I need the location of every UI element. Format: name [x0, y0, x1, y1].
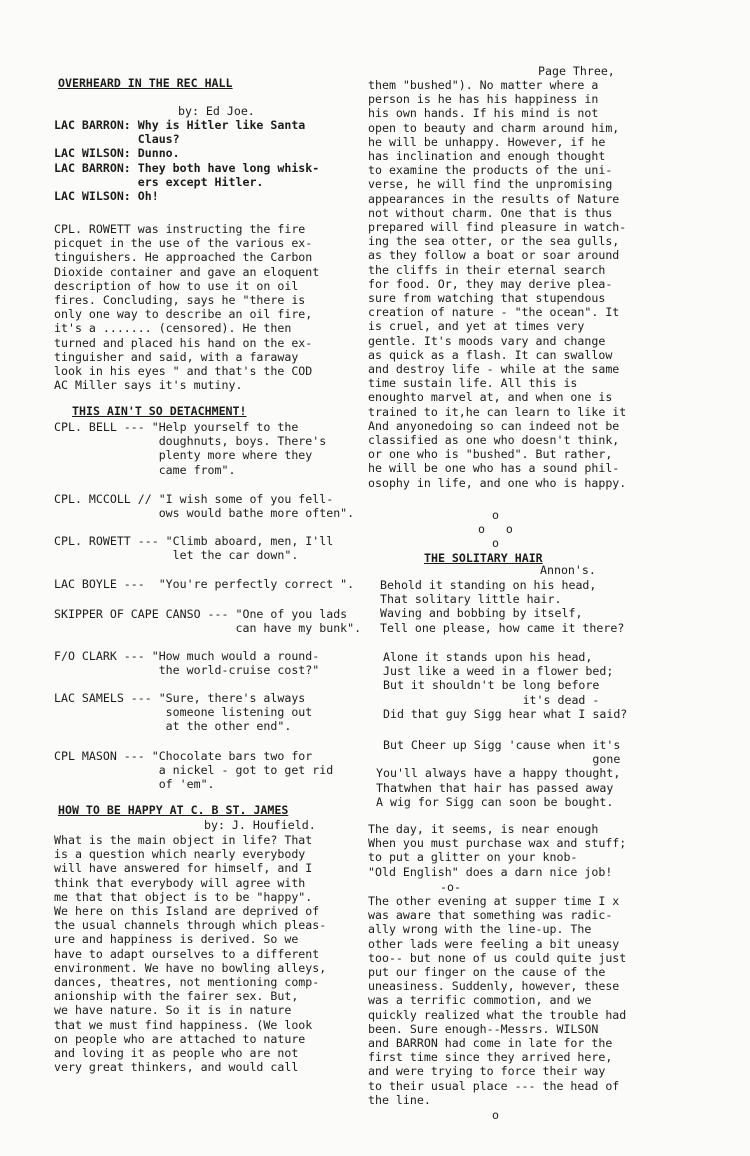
overheard-title: OVERHEARD IN THE REC HALL	[58, 76, 233, 90]
hair-stanza-4: The day, it seems, is near enough When you must purchase wax and stuff; to put a glitter on your knob- "Old English" does a darn nice job!	[368, 822, 627, 879]
overheard-byline: by: Ed Joe.	[178, 104, 255, 118]
overheard-dialogue: LAC BARRON: Why is Hitler like Santa Claus? LAC WILSON: Dunno. LAC BARRON: They both have long whisk- ers except Hitler. LAC WILSON: Oh!	[54, 118, 320, 204]
quote-skipper: SKIPPER OF CAPE CANSO --- "One of you lads can have my bunk".	[54, 607, 362, 636]
fire-picquet-story: CPL. ROWETT was instructing the fire picquet in the use of the various ex- tinguishers. He approached the Carbon Dioxide container and gave an eloquent description of how to use it on oil fires. Concluding, says he "there is only one way to describe an oil fire, it's a ....... (censored). He then turned and placed his hand on the ex- tinguisher and said, with a faraway look in his eyes " and that's the COD AC Miller says it's mutiny.	[54, 222, 320, 393]
quote-samels: LAC SAMELS --- "Sure, there's always someone listening out at the other end".	[54, 691, 313, 734]
hair-stanza-3: But Cheer up Sigg 'cause when it's gone You'll always have a happy thought, Thatwhen that hair has passed away A wig for Sigg can soon be bought.	[376, 738, 621, 809]
hair-title: THE SOLITARY HAIR	[424, 551, 543, 565]
supper-story: The other evening at supper time I x was aware that something was radic- ally wrong with the line-up. The other lads were feeling a bit uneasy too-- but none of us could quite just put our finger on the cause of the uneasiness. Suddenly, however, these was a terrific commotion, and we quickly realized what the trouble had been. Sure enough--Messrs. WILSON and BARRON had come in late for the first time since they arrived here, and were trying to force their way to their usual place --- the head of the line.	[368, 894, 627, 1107]
detachment-title: THIS AIN'T SO DETACHMENT!	[72, 404, 247, 418]
hair-stanza-1: Behold it standing on his head, That solitary little hair. Waving and bobbing by itself, Tell one please, how came it there?	[380, 578, 625, 635]
quote-rowett: CPL. ROWETT --- "Climb aboard, men, I'll let the car down".	[54, 534, 334, 563]
happy-body: What is the main object in life? That is a question which nearly everybody will have answered for himself, and I think that everybody will agree with me that that object is to be "happy". We here on this Island are deprived of the usual channels through which pleas- ure and happiness is derived. So we have to adapt ourselves to a different environment. We have no bowling alleys, dances, theatres, not mentioning comp- anionship with the fairer sex. But, we have nature. So it is in nature that we must find happiness. (We look on people who are attached to nature and loving it as people who are not very great thinkers, and would call	[54, 833, 327, 1075]
quote-bell: CPL. BELL --- "Help yourself to the doughnuts, boys. There's plenty more where they came from".	[54, 420, 327, 477]
separator-top: o	[492, 508, 499, 522]
hair-stanza-2: Alone it stands upon his head, Just like a weed in a flower bed; But it shouldn't be long before it's dead - Did that guy Sigg hear what I said?	[382, 650, 628, 721]
quote-mccoll: CPL. MCCOLL // "I wish some of you fell- ows would bathe more often".	[54, 492, 355, 521]
page-header: Page Three,	[538, 64, 615, 78]
quote-boyle: LAC BOYLE --- "You're perfectly correct ".	[54, 577, 355, 591]
happy-title: HOW TO BE HAPPY AT C. B ST. JAMES	[58, 803, 289, 817]
hair-byline: Annon's.	[540, 563, 596, 577]
happy-continued: them "bushed"). No matter where a person is he has his happiness in his own hands. If his mind is not open to beauty and charm around him, he will be unhappy. However, if he has inclination and enough thought to examine the products of the uni- verse, he will find the unpromising appearances in the results of Nature not without charm. One that is thus prepared will find pleasure in watch- ing the sea otter, or the sea gulls, as they follow a boat or soar around the cliffs in their eternal search for food. Or, they may derive plea- sure from watching that stupendous creation of nature - "the ocean". It is cruel, and yet at times very gentle. It's moods vary and change as quick as a flash. It can swallow and destroy life - while at the same time sustain life. All this is enoughto marvel at, and when one is trained to it,he can learn to like it And anyonedoing so can indeed not be classified as one who doesn't think, or one who is "bushed". But rather, he will be one who has a sound phil- osophy in life, and one who is happy.	[368, 78, 627, 490]
separator-middle: o o	[478, 522, 513, 536]
end-mark: o	[492, 1108, 499, 1122]
hair-divider: -o-	[440, 880, 461, 894]
quote-mason: CPL MASON --- "Chocolate bars two for a nickel - got to get rid of 'em".	[54, 749, 334, 792]
happy-byline: by: J. Houfield.	[204, 818, 316, 832]
separator-bottom: o	[492, 536, 499, 550]
quote-clark: F/O CLARK --- "How much would a round- the world-cruise cost?"	[54, 649, 320, 678]
